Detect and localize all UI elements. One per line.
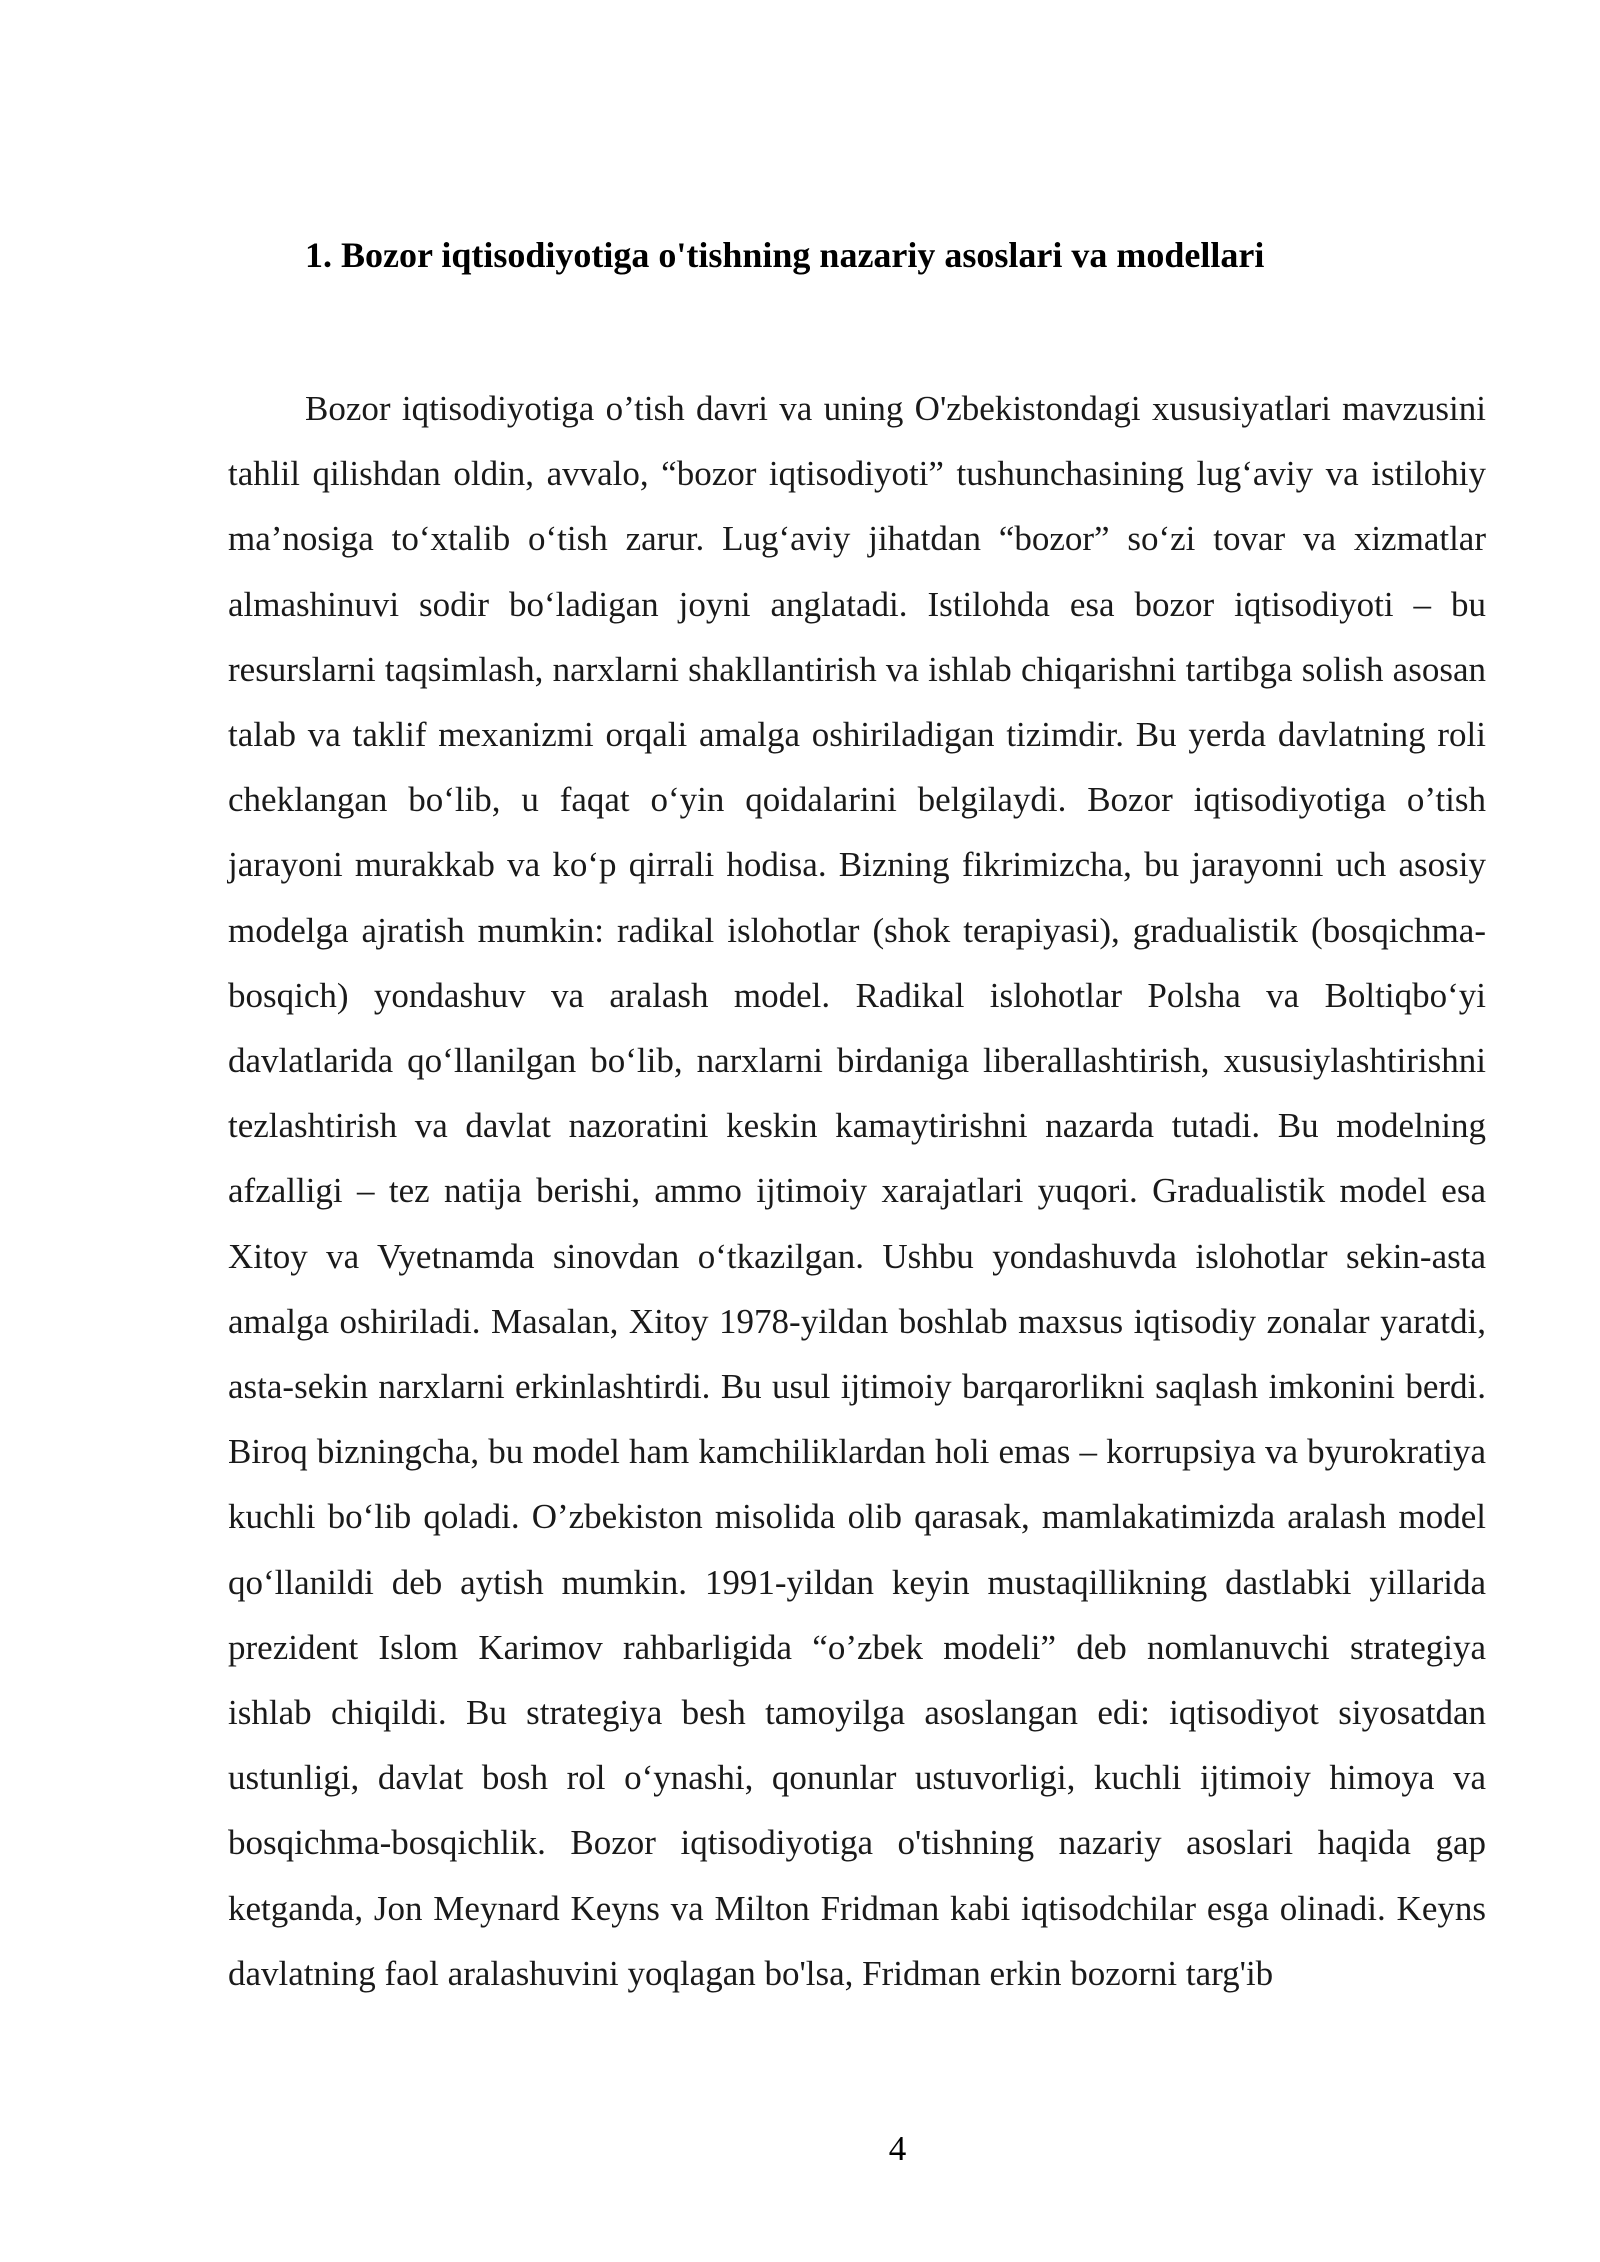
body-paragraph: Bozor iqtisodiyotiga o’tish davri va uning O'zbekistondagi xususiyatlari mavzusini tahlil qilishdan oldin, avvalo, “bozor iqtisodiyoti” tushunchasining lug‘aviy va istilohiy ma’nosiga to‘xtalib o‘tish zarur. Lug‘aviy jihatdan “bozor” so‘zi tovar va xizmatlar almashinuvi sodir bo‘ladigan joyni anglatadi. Istilohda esa bozor iqtisodiyoti – bu resurslarni taqsimlash, narxlarni shakllantirish va ishlab chiqarishni tartibga solish asosan talab va taklif mexanizmi orqali amalga oshiriladigan tizimdir. Bu yerda davlatning roli cheklangan bo‘lib, u faqat o‘yin qoidalarini belgilaydi. Bozor iqtisodiyotiga o’tish jarayoni murakkab va ko‘p qirrali hodisa. Bizning fikrimizcha, bu jarayonni uch asosiy modelga ajratish mumkin: radikal islohotlar (shok terapiyasi), gradualistik (bosqichma-bosqich) yondashuv va aralash model. Radikal islohotlar Polsha va Boltiqbo‘yi davlatlarida qo‘llanilgan bo‘lib, narxlarni birdaniga liberallashtirish, xususiylashtirishni tezlashtirish va davlat nazoratini keskin kamaytirishni nazarda tutadi. Bu modelning afzalligi – tez natija berishi, ammo ijtimoiy xarajatlari yuqori. Gradualistik model esa Xitoy va Vyetnamda sinovdan o‘tkazilgan. Ushbu yondashuvda islohotlar sekin-asta amalga oshiriladi. Masalan, Xitoy 1978-yildan boshlab maxsus iqtisodiy zonalar yaratdi, asta-sekin narxlarni erkinlashtirdi. Bu usul ijtimoiy barqarorlikni saqlash imkonini berdi. Biroq bizningcha, bu model ham kamchiliklardan holi emas – korrupsiya va byurokratiya kuchli bo‘lib qoladi. O’zbekiston misolida olib qarasak, mamlakatimizda aralash model qo‘llanildi deb aytish mumkin. 1991-yildan keyin mustaqillikning dastlabki yillarida prezident Islom Karimov rahbarligida “o’zbek modeli” deb nomlanuvchi strategiya ishlab chiqildi. Bu strategiya besh tamoyilga asoslangan edi: iqtisodiyot siyosatdan ustunligi, davlat bosh rol o‘ynashi, qonunlar ustuvorligi, kuchli ijtimoiy himoya va bosqichma-bosqichlik. Bozor iqtisodiyotiga o'tishning nazariy asoslari haqida gap ketganda, Jon Meynard Keyns va Milton Fridman kabi iqtisodchilar esga olinadi. Keyns davlatning faol aralashuvini yoqlagan bo'lsa, Fridman erkin bozorni targ'ib: [228, 389, 1486, 1993]
page-number: 4: [888, 2129, 907, 2168]
section-heading: 1. Bozor iqtisodiyotiga o'tishning nazariy asoslari va modellari: [305, 235, 1265, 275]
